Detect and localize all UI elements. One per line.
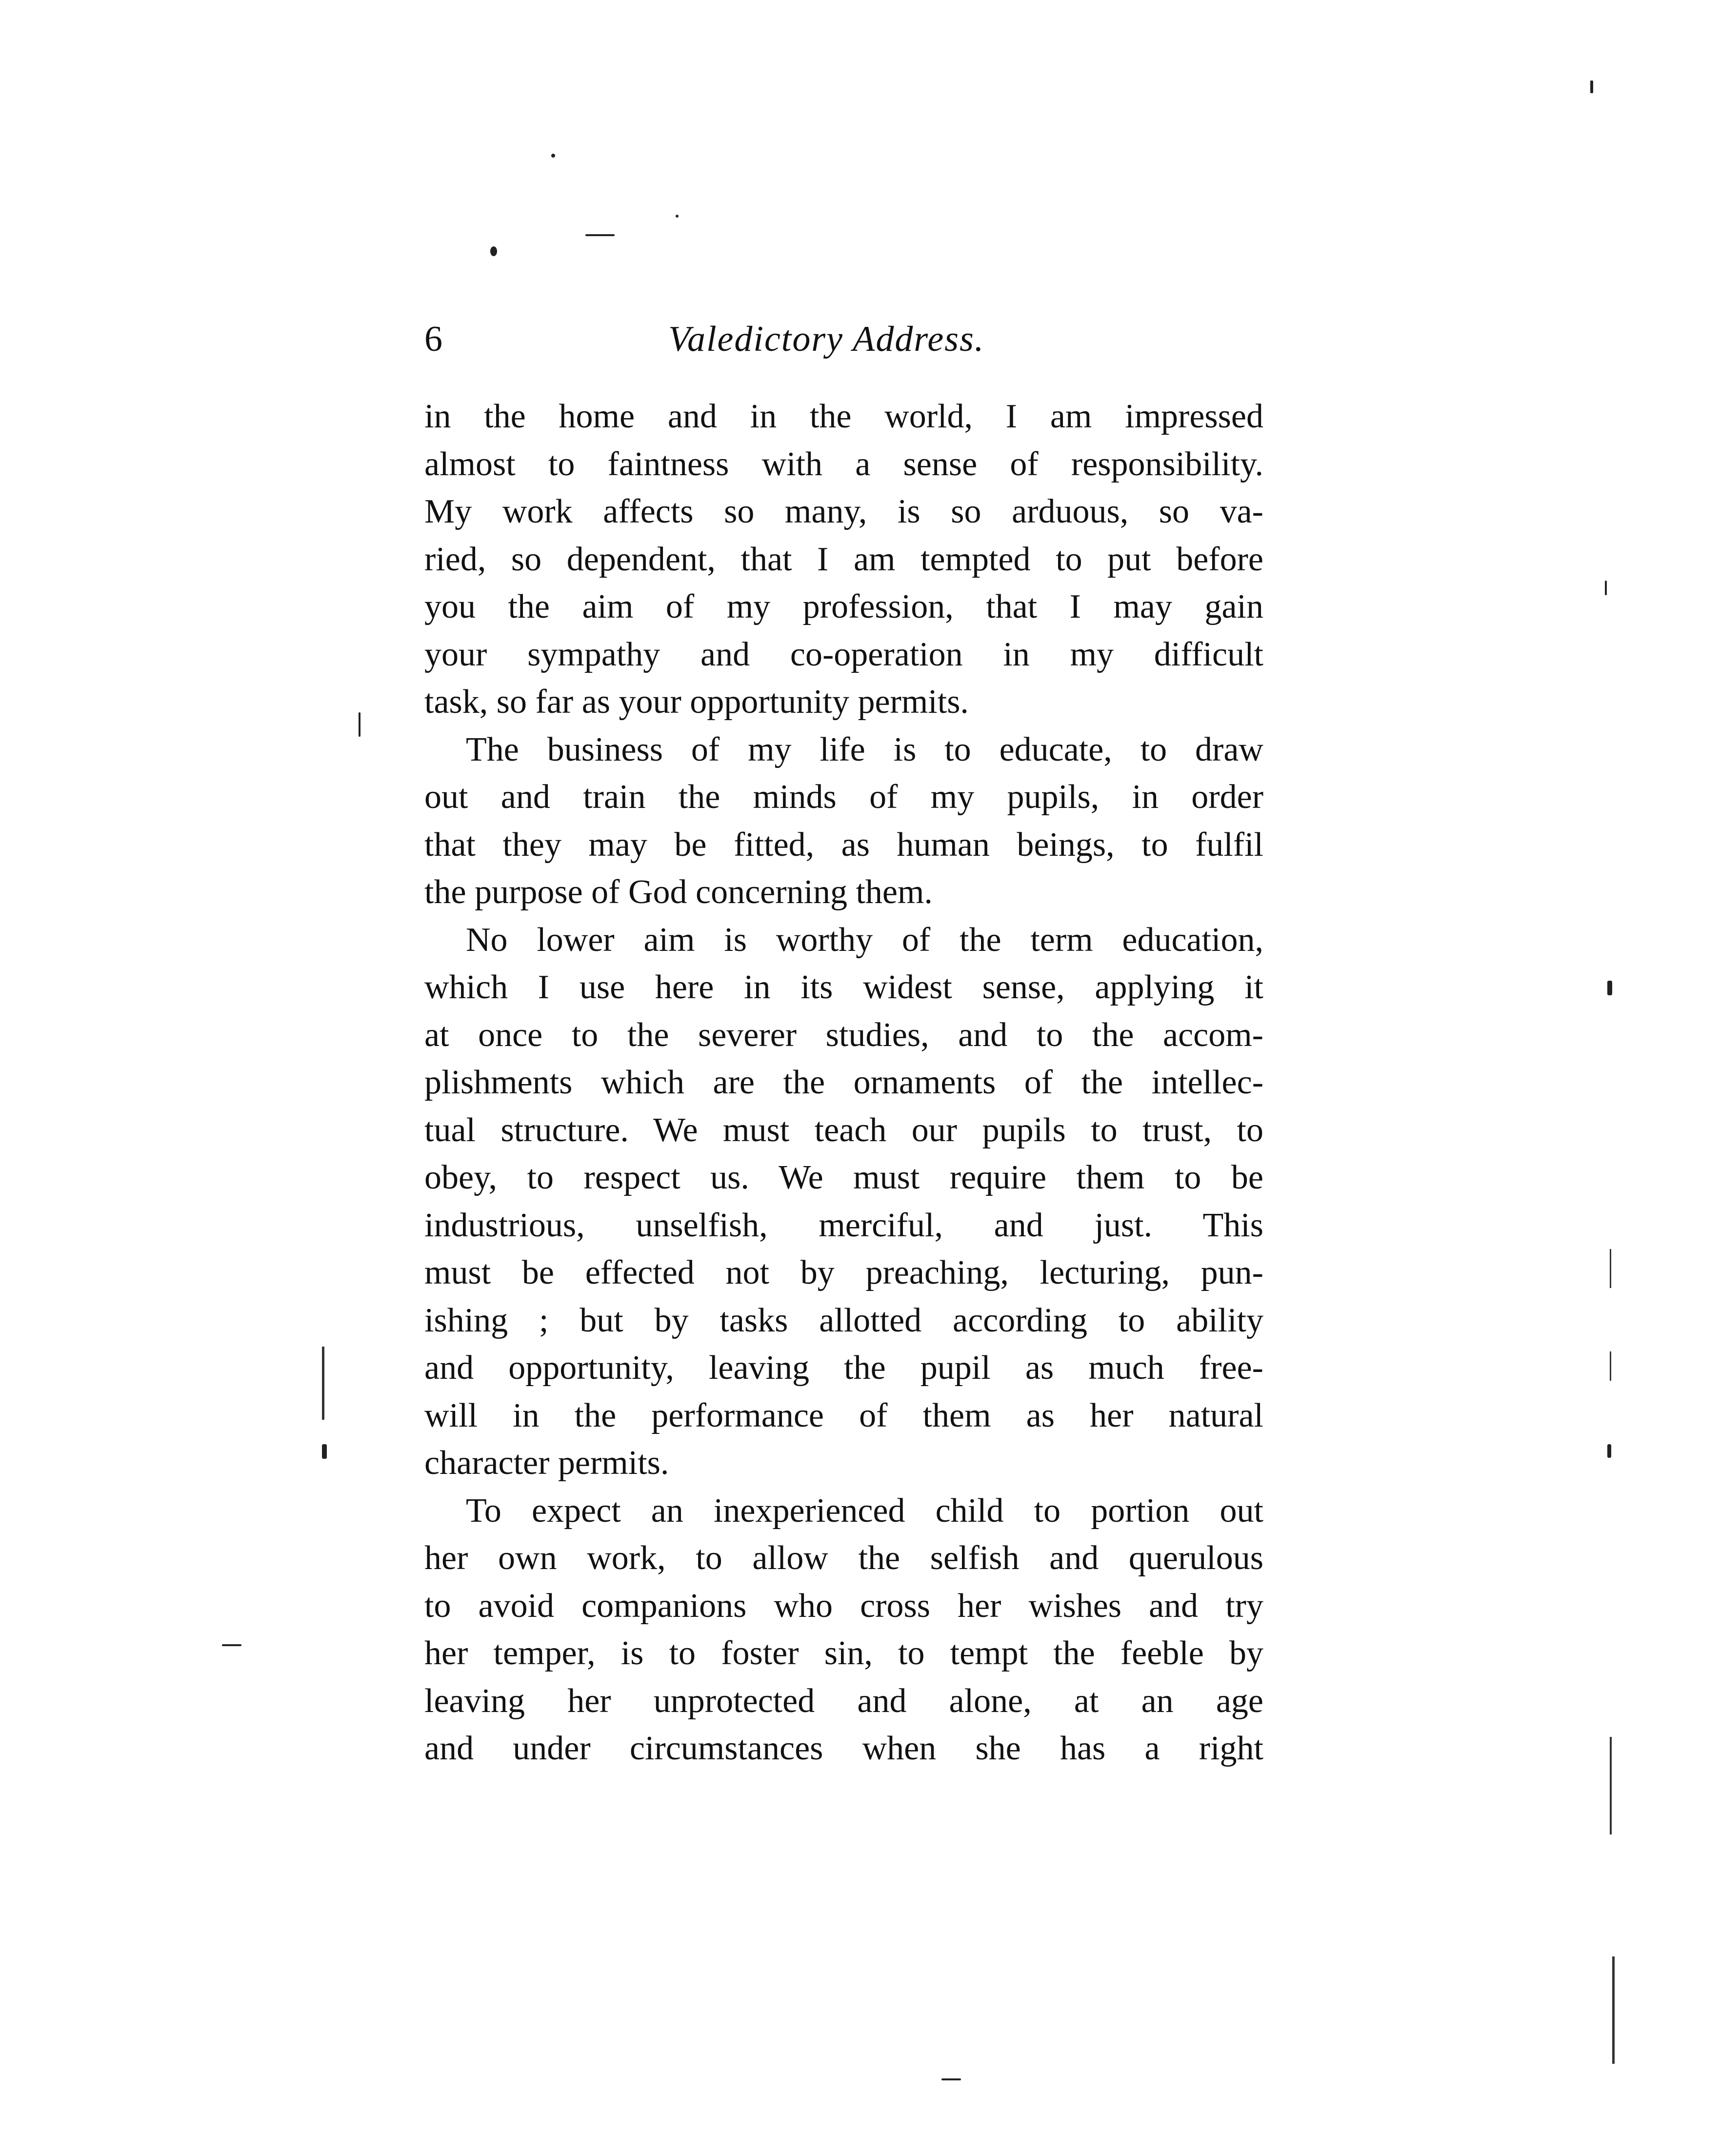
text-line: her temper, is to foster sin, to tempt the feeble by <box>424 1634 1263 1672</box>
text-line: almost to faintness with a sense of responsibility. <box>424 445 1263 483</box>
text-line: will in the performance of them as her natural <box>424 1396 1263 1434</box>
scan-speck <box>1607 1444 1611 1458</box>
text-line: ishing ; but by tasks allotted according to ability <box>424 1301 1263 1339</box>
text-line: plishments which are the ornaments of the intellec- <box>424 1064 1263 1101</box>
text-line: which I use here in its widest sense, applying it <box>424 968 1263 1006</box>
text-line: The business of my life is to educate, to draw <box>466 730 1263 768</box>
text-line: that they may be fitted, as human beings, to fulfil <box>424 826 1263 864</box>
scan-speck <box>490 246 497 256</box>
text-line: out and train the minds of my pupils, in order <box>424 778 1263 816</box>
text-line: ried, so dependent, that I am tempted to put before <box>424 540 1263 578</box>
text-line: you the aim of my profession, that I may gain <box>424 588 1263 625</box>
page-number: 6 <box>424 319 442 359</box>
text-line: leaving her unprotected and alone, at an age <box>424 1682 1263 1720</box>
text-line: your sympathy and co-operation in my difficult <box>424 635 1263 673</box>
text-line: and opportunity, leaving the pupil as much free- <box>424 1349 1263 1387</box>
text-line: character permits. <box>424 1444 669 1482</box>
scan-speck <box>941 2078 961 2080</box>
scan-speck <box>359 712 360 737</box>
text-line: the purpose of God concerning them. <box>424 873 933 911</box>
text-line: must be effected not by preaching, lecturing, pun- <box>424 1254 1263 1291</box>
text-line: in the home and in the world, I am impressed <box>424 398 1263 435</box>
scan-speck <box>322 1444 327 1459</box>
body-text <box>424 393 1263 1773</box>
text-line: tual structure. We must teach our pupils to trust, to <box>424 1111 1263 1149</box>
scan-margin-line <box>322 1347 324 1420</box>
scan-speck <box>585 234 615 236</box>
scan-margin-line <box>1610 1737 1612 1834</box>
text-line: and under circumstances when she has a right <box>424 1730 1263 1767</box>
scan-speck <box>1607 981 1612 995</box>
text-line: task, so far as your opportunity permits. <box>424 683 969 721</box>
scan-speck <box>1590 81 1593 93</box>
page-header <box>424 312 1263 366</box>
scan-margin-line <box>1612 1956 1615 2064</box>
text-line: to avoid companions who cross her wishes and try <box>424 1587 1263 1625</box>
text-line: her own work, to allow the selfish and querulous <box>424 1539 1263 1577</box>
running-head: Valedictory Address. <box>668 319 985 359</box>
text-line: industrious, unselfish, merciful, and just. This <box>424 1206 1263 1244</box>
text-line: No lower aim is worthy of the term education, <box>466 921 1263 959</box>
scan-speck <box>222 1644 241 1646</box>
scan-speck <box>1605 581 1607 595</box>
scan-margin-line <box>1610 1249 1611 1288</box>
scan-speck <box>676 215 679 218</box>
text-line: obey, to respect us. We must require them to be <box>424 1159 1263 1196</box>
scan-speck <box>551 154 555 158</box>
scan-margin-line <box>1610 1351 1611 1381</box>
text-line: My work affects so many, is so arduous, so va- <box>424 493 1263 530</box>
text-line: To expect an inexperienced child to portion out <box>466 1491 1263 1530</box>
text-line: at once to the severer studies, and to the accom- <box>424 1016 1263 1054</box>
